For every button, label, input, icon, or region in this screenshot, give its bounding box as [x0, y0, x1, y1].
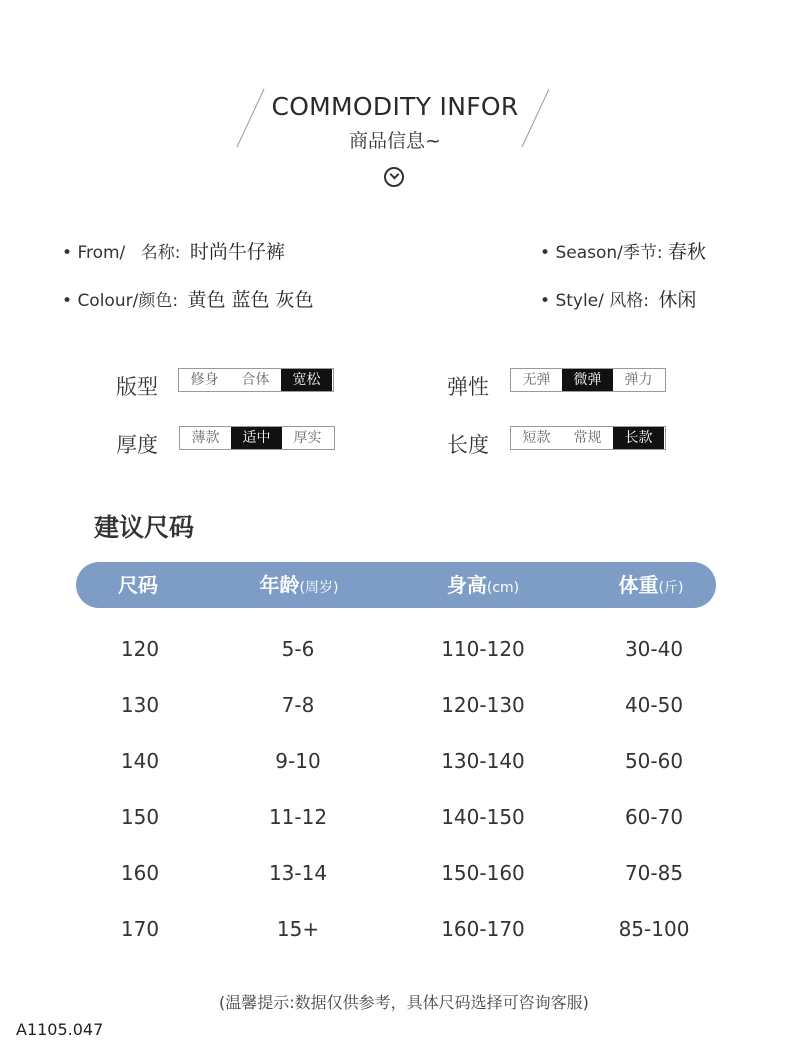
header-age-main: 年龄 — [259, 573, 300, 597]
attr-option: 弹力 — [624, 372, 653, 388]
from-label: From/ — [77, 243, 126, 263]
size-cell: 170 — [120, 917, 160, 941]
product-code: A1105.047 — [16, 1020, 104, 1039]
attr-option: 厚实 — [293, 430, 322, 446]
season-value: 春秋 — [668, 241, 707, 263]
height-cell: 140-150 — [441, 805, 525, 829]
attr-option: 宽松 — [281, 369, 332, 391]
age-cell: 15+ — [276, 917, 320, 941]
header-height — [408, 562, 558, 608]
header-age — [224, 562, 374, 608]
attr-length-label: 长度 — [447, 433, 489, 457]
age-cell: 13-14 — [268, 861, 328, 885]
style-value: 休闲 — [658, 289, 697, 311]
age-cell: 7-8 — [281, 693, 315, 717]
header-height-main: 身高 — [446, 573, 487, 597]
header-weight — [576, 562, 726, 608]
height-cell: 130-140 — [441, 749, 525, 773]
attr-length-options — [510, 426, 666, 450]
attr-elasticity-options — [510, 368, 666, 392]
height-cell: 110-120 — [441, 637, 525, 661]
section-title-cn: 商品信息~ — [349, 130, 441, 152]
table-row — [0, 637, 790, 667]
colour-label: Colour/颜色: — [77, 291, 179, 311]
table-row — [0, 749, 790, 779]
bullet: • — [540, 291, 551, 311]
size-cell: 160 — [120, 861, 160, 885]
bullet: • — [540, 243, 551, 263]
attr-option: 长款 — [613, 427, 664, 449]
weight-cell: 40-50 — [624, 693, 684, 717]
season-label: Season/季节: — [555, 243, 663, 263]
header-age-unit: (周岁) — [299, 580, 339, 596]
weight-cell: 50-60 — [624, 749, 684, 773]
size-cell: 120 — [120, 637, 160, 661]
attr-thickness-options — [179, 426, 335, 450]
table-row — [0, 861, 790, 891]
attr-option: 无弹 — [522, 372, 551, 388]
name-label: 名称: — [140, 243, 181, 263]
weight-cell: 60-70 — [624, 805, 684, 829]
table-row — [0, 693, 790, 723]
info-season — [540, 237, 706, 264]
height-cell: 160-170 — [441, 917, 525, 941]
bullet: • — [62, 291, 73, 311]
style-label: Style/ 风格: — [555, 291, 649, 311]
height-cell: 150-160 — [441, 861, 525, 885]
size-cell: 150 — [120, 805, 160, 829]
attr-elasticity-label: 弹性 — [447, 375, 489, 399]
attr-option: 薄款 — [191, 430, 220, 446]
info-colour — [62, 285, 314, 312]
age-cell: 5-6 — [281, 637, 315, 661]
height-cell: 120-130 — [441, 693, 525, 717]
attr-option: 常规 — [573, 430, 602, 446]
attr-option: 适中 — [231, 427, 282, 449]
table-row — [0, 917, 790, 947]
table-row — [0, 805, 790, 835]
header-size-main: 尺码 — [118, 573, 158, 597]
attr-option: 修身 — [190, 372, 219, 388]
size-cell: 140 — [120, 749, 160, 773]
attr-fit-options — [178, 368, 334, 392]
chevron-down-icon — [384, 167, 404, 187]
header-height-unit: (cm) — [486, 580, 520, 596]
header-weight-unit: (斤) — [658, 580, 684, 596]
size-table-header — [76, 562, 716, 608]
size-cell: 130 — [120, 693, 160, 717]
attr-fit-label: 版型 — [116, 375, 158, 399]
weight-cell: 85-100 — [618, 917, 690, 941]
attr-option: 短款 — [522, 430, 551, 446]
age-cell: 9-10 — [275, 749, 321, 773]
info-style — [540, 285, 696, 312]
header-size — [98, 562, 178, 608]
header-weight-main: 体重 — [618, 573, 659, 597]
attr-option: 合体 — [241, 372, 270, 388]
name-value: 时尚牛仔裤 — [189, 241, 285, 263]
attr-thickness-label: 厚度 — [116, 433, 158, 457]
size-table-title: 建议尺码 — [94, 513, 195, 542]
size-note: (温馨提示:数据仅供参考，具体尺码选择可咨询客服) — [219, 993, 589, 1012]
weight-cell: 30-40 — [624, 637, 684, 661]
colour-value: 黄色 蓝色 灰色 — [187, 289, 314, 311]
age-cell: 11-12 — [268, 805, 328, 829]
attr-option: 微弹 — [562, 369, 613, 391]
bullet: • — [62, 243, 73, 263]
info-name — [62, 237, 285, 264]
section-title-en: COMMODITY INFOR — [271, 92, 519, 121]
weight-cell: 70-85 — [624, 861, 684, 885]
